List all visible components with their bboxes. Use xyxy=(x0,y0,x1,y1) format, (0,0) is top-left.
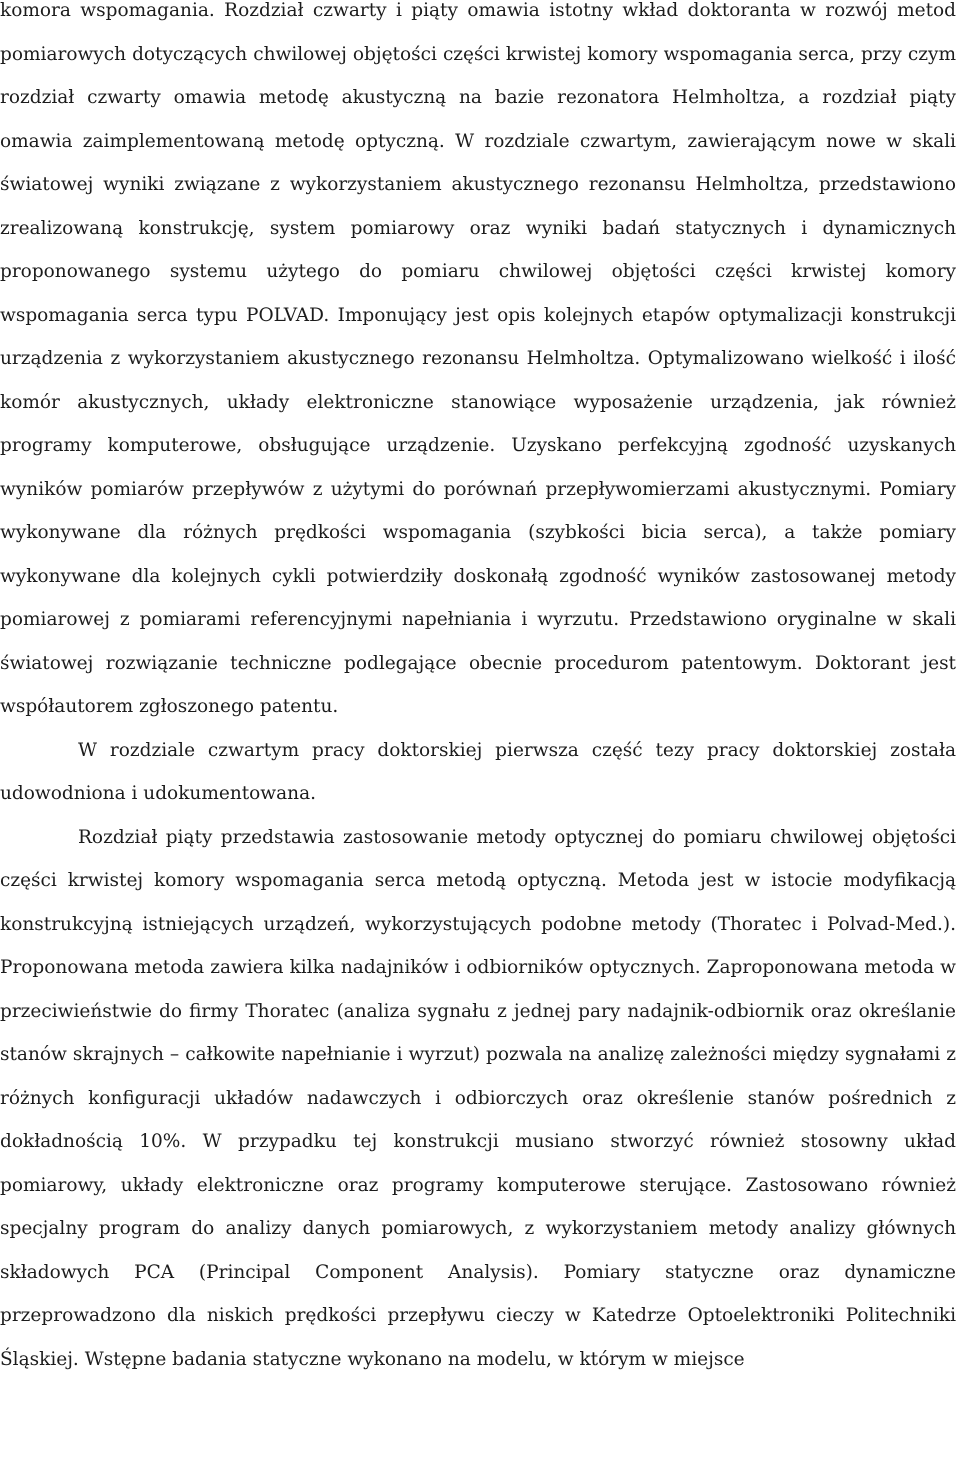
sentence: komora wspomagania. Rozdział czwarty i piąty omawia istotny wkład doktoranta w rozwój metod pomiarowych dotyczących chwilowej objętości części krwistej komory wspomagania serca, przy czym rozdział czwarty omawia metodę akustyczną na bazie rezonatora Helmholtza, a rozdział piąty omawia zaimplementowaną metodę optyczną. xyxy=(0,0,956,152)
paragraph-chapter-five xyxy=(0,816,956,1382)
sentence: Imponujący jest opis kolejnych etapów optymalizacji konstrukcji urządzenia z wykorzystaniem akustycznego rezonansu Helmholtza. xyxy=(0,304,956,369)
sentence: Zaproponowana metoda w przeciwieństwie do firmy Thoratec (analiza sygnału z jednej pary nadajnik-odbiornik oraz określanie stanów skrajnych – całkowite napełnianie i wyrzut) pozwala na analizę zależności między sygnałami z różnych konfiguracji układów nadawczych i odbiorczych oraz określenie stanów pośrednich z dokładnością 10%. xyxy=(0,957,956,1152)
sentence: W rozdziale czwartym pracy doktorskiej pierwsza część tezy pracy doktorskiej została udowodniona i udokumentowana. xyxy=(0,739,956,804)
sentence: W przypadku tej konstrukcji musiano stworzyć również stosowny układ pomiarowy, układy elektroniczne oraz programy komputerowe sterujące. xyxy=(0,1131,957,1196)
sentence: Przedstawiono oryginalne w skali światowej rozwiązanie techniczne podlegające obecnie procedurom patentowym. xyxy=(0,609,956,674)
sentence: Optymalizowano wielkość i ilość komór akustycznych, układy elektroniczne stanowiące wyposażenie urządzenia, jak również programy komputerowe, obsługujące urządzenie. xyxy=(0,348,956,456)
sentence: Rozdział piąty przedstawia zastosowanie metody optycznej do pomiaru chwilowej objętości części krwistej komory wspomagania serca metodą optyczną. xyxy=(0,826,956,891)
sentence: Metoda jest w istocie modyfikacją konstrukcyjną istniejących urządzeń, wykorzystujących podobne metody (Thoratec i Polvad-Med.). xyxy=(0,870,956,935)
sentence: Doktorant jest współautorem zgłoszonego patentu. xyxy=(0,652,956,717)
sentence: Wstępne badania statyczne wykonano na modelu, w którym w miejsce xyxy=(78,1348,745,1370)
sentence: Zastosowano również specjalny program do analizy danych pomiarowych, z wykorzystaniem metody analizy głównych składowych PCA (Principal Component Analysis). xyxy=(0,1174,956,1283)
sentence: Uzyskano perfekcyjną zgodność uzyskanych wyników pomiarów przepływów z użytymi do porównań przepływomierzami akustycznymi. xyxy=(0,435,956,500)
sentence: W rozdziale czwartym, zawierającym nowe w skali światowej wyniki związane z wykorzystaniem akustycznego rezonansu Helmholtza, przedstawiono zrealizowaną konstrukcję, system pomiarowy oraz wyniki badań statycznych i dynamicznych proponowanego systemu użytego do pomiaru chwilowej objętości części krwistej komory wspomagania serca typu POLVAD. xyxy=(0,130,956,326)
sentence: Pomiary wykonywane dla różnych prędkości wspomagania (szybkości bicia serca), a także pomiary wykonywane dla kolejnych cykli potwierdziły doskonałą zgodność wyników zastosowanej metody pomiarowej z pomiarami referencyjnymi napełniania i wyrzutu. xyxy=(0,478,956,630)
paragraph-thesis-proof xyxy=(0,729,956,816)
paragraph-chapter-overview xyxy=(0,0,956,729)
sentence: Pomiary statyczne oraz dynamiczne przeprowadzono dla niskich prędkości przepływu cieczy w Katedrze Optoelektroniki Politechniki Śląskiej. xyxy=(0,1261,956,1370)
sentence: Proponowana metoda zawiera kilka nadajników i odbiorników optycznych. xyxy=(0,957,701,978)
